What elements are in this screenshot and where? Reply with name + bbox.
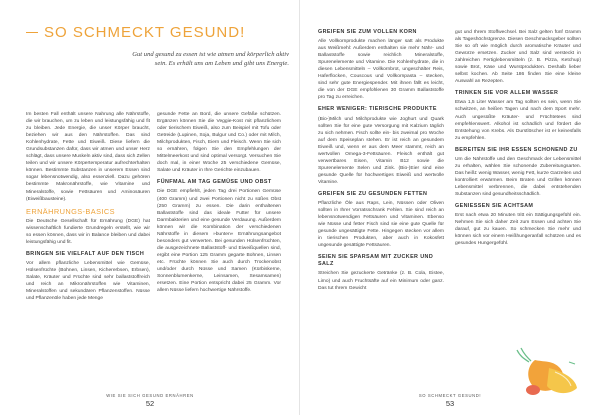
paragraph: (Bio-)Milch und Milchprodukte wie Joghurt und Quark sollten Sie für eine gute Versorgung mit Kalzium täglich zu sich nehmen. Fisch sollte ein- bis zweimal pro Woche auf dem Speiseplan stehen. Er ist reich an gesundem Eiweiß und, wenn er aus dem Meer stammt, reich an wertvollen Omega-3-Fettsäuren. Fleisch enthält gut verwertbares Eisen, Vitamin B12 sowie die Spurenelemente Selen und Zink. (Bio-)Eier sind eine gesunde Quelle für hochwertiges Eiweiß und wertvolle Vitamine. [318, 116, 444, 185]
paragraph: Erst nach etwa 20 Minuten tritt ein Sättigungsgefühl ein. Nehmen Sie sich daher Zeit zum Essen und achten Sie darauf, gut zu kauen. So schmecken Sie mehr und können sich vor einem Heißhungeranfall schützen und es gesundes Hungergefühl. [455, 213, 581, 247]
column-1 [26, 111, 150, 401]
column-3 [318, 29, 444, 401]
paragraph: Alle Vollkornprodukte machen länger satt als Produkte aus Weißmehl: Außerdem enthalten sie mehr Nähr- und Ballaststoffe sowie reichlich Mineralstoffe, Spurenelemente und Vitamine. Die Kohlenhydrate, die in diesen Lebensmitteln – Vollkornbrot, ungeschälter Reis, Haferflocken, Couscous und Vollkornpasta – stecken, sind sehr gute Energiespender. Mit ihnen fällt es leicht, die von der DGE empfohlenen 30 Gramm Ballaststoffe pro Tag zu erreichen. [318, 39, 444, 101]
vegetables-illustration-icon [505, 342, 585, 402]
paragraph: Pflanzliche Öle aus Raps, Lein, Nüssen oder Oliven sollten in Ihrer Vorratsschrank Fehlen. Sie sind reich an lebensnotwendigen Fettsäuren und Vitaminen. Ebenso wie Nüsse und fetter Fisch sind sie eine gute Quelle für gesunde ungesättigte Fette. Hingegen stecken vor allem in tierischen Produkten, aber auch in Kokosfett ungesunde gesättigte Fettsäuren. [318, 201, 444, 249]
running-footer-left: WIE SIE SICH GESUND ERNÄHREN [106, 393, 194, 398]
chapter-heading [26, 24, 245, 41]
page-title: SO SCHMECKT GESUND! [44, 24, 246, 41]
subsection-heading: GREIFEN SIE ZUM VOLLEN KORN [318, 29, 417, 35]
intro-quote: Gut und gesund zu essen ist wie atmen und körperlich aktiv sein. Es erhält uns am Leben und gibt uns Energie. [132, 51, 289, 67]
subsection-heading: BRINGEN SIE VIELFALT AUF DEN TISCH [26, 250, 145, 257]
page-number-left: 52 [145, 399, 155, 408]
title-dash-decoration [26, 32, 38, 33]
paragraph: Um die Nährstoffe und den Geschmack der Lebensmittel zu erhalten, wählen Sie schonende Zubereitungsarten. Das heißt: wenig Wasser, wenig Fett, kurze Garzeiten und kontrolliert erwärmen. Beim Braten und Grillen können Lebensmittel verbrennen, die dabei entstehenden Substanzen sind gesundheitsschädlich. [455, 156, 581, 197]
column-4 [455, 29, 581, 359]
paragraph: Im besten Fall enthält unsere Nahrung alle Nährstoffe, die wir brauchen, um zu leben und leistungsfähig und fit zu bleiben. Jede Energie, die unser Körper braucht, beziehen wir aus den Nährstoffen. Das sind Kohlenhydrate, Fette und Eiweiß. Diese liefern die Grundsubstanzen dafür, dass wir atmen und unser Herz schlägt, dass unsere Muskeln aktiv sind, dass sich Zellen teilen und wir unsere Körpertemperatur aufrechterhalten können. Bestimmte Substanzen in unserem Essen sind sogar lebensnotwendig, also essenziell. Dazu gehören bestimmte Makronährstoffe, wie Vitamine und Mineralstoffe, sowie Fettsäuren und Aminosäuren (Eiweißbausteine). [26, 112, 150, 202]
section-heading: ERNÄHRUNGS-BASICS [26, 206, 115, 216]
subsection-heading: BEREITEN SIE IHR ESSEN SCHONEND ZU [455, 146, 578, 153]
paragraph: Etwa 1,5 Liter Wasser am Tag sollten es sein, wenn Sie schwitzen, an heißen Tagen und nach dem Sport mehr. Auch ungesüßte Kräuter- und Früchtetees sind empfehlenswert. Alkohol ist schädlich und fördert die Entstehung von Krebs. Als Durstlöscher ist er keinesfalls zu empfehlen. [455, 100, 581, 141]
paragraph: gut und Ihrem Stoffwechsel. Bei Salz gelten fünf Gramm als Tageshöchstgrenze. Diesen Geschmacksgeber sollten Sie so oft wie möglich durch aromatische Kräuter und Gewürze ersetzen. Zucker und Salz sind versteckt in zahlreichen Fertiglebensmitteln (z. B. Pizza, Ketchup) sowie Brot, Käse und Wurstprodukten. Deshalb lieber selbst kochen. Ab Seite 186 finden Sie eine kleine Auswahl an Rezepten. [455, 30, 581, 85]
paragraph: Vor allem pflanzliche Lebensmittel wie Gemüse, Hülsenfrüchte (Bohnen, Linsen, Kichererbsen, Erbsen), Salate, Kräuter und Früchte sind sehr ballaststoffreich und reich an Mikronährstoffen wie Vitaminen, Mineralstoffen und sekundären Pflanzenstoffen. Nüsse und Pflanzenöle haben jede Menge [26, 260, 150, 302]
paragraph: Streichen Sie gezuckerte Getränke (z. B. Cola, Eistee, Limo) und auch Fruchtsäfte auf ein Minimum oder ganz. Das tut Ihrem Gewicht [318, 271, 444, 291]
subsection-heading: GENIESSEN SIE ACHTSAM [455, 203, 534, 210]
paragraph: Die Deutsche Gesellschaft für Ernährung (DGE) hat wissenschaftlich fundierte Grundregeln erstellt, wie wir so essen können, dass wir in Balance bleiben und dabei leistungsfähig und fit. [26, 218, 150, 245]
footer-right [400, 393, 500, 408]
subsection-heading: TRINKEN SIE VOR ALLEM WASSER [455, 90, 559, 97]
subsection-heading: FÜNFMAL AM TAG GEMÜSE UND OBST [157, 179, 272, 186]
subsection-heading: SEIEN SIE SPARSAM MIT ZUCKER UND SALZ [318, 254, 434, 268]
footer-left [100, 393, 200, 408]
page-number-right: 53 [445, 399, 455, 408]
running-footer-right: SO SCHMECKT GESUND! [418, 393, 482, 398]
page-fold-divider [299, 0, 300, 415]
paragraph: Die DGE empfiehlt, jeden Tag drei Portionen Gemüse (400 Gramm) und zwei Portionen nicht zu süßes Obst (250 Gramm) zu essen. Die darin enthaltenen Ballaststoffe sind das ideale Futter für unsere Darmbakterien und eine gesunde Verdauung. Außerdem können wir die Kombination der verschiedenen Nährstoffe in diesem »bunten« Ernährungsangebot besonders gut verwerten. Bei gesunden Hülsenfrüchten, die ausgezeichnete Ballaststoff- und Eiweißquellen sind, ergibt eine Portion 125 Gramm gegarte Bohnen, Linsen etc. Früchte können Sie auch durch Trockenobst und/oder durch Nüsse und Samen (Kürbiskerne, Sonnenblumenkerne, Leinsamen, Sesamsamen) ersetzen. Eine Portion entspricht dabei 25 Gramm. Vor allem Nüsse liefern hochwertige Nährstoffe. [157, 189, 281, 294]
paragraph: gesunde Fette an Bord, die unsere Gefäße schützen. Ergänzen können Sie die Veggie-Kost mit pflanzlichem oder tierischem Eiweiß, also zum Beispiel mit Tofu oder Getreide (Lupinen, Soja, Bulgur und Co.) oder mit Milch, Milchprodukten, Fisch, Eiern und Fleisch. Wenn Sie sich so ernähren, folgen Sie den Empfehlungen der Mittelmeerkost und sind optimal versorgt. Versuchen Sie doch mal, in einer Woche 25 verschiedene Gemüse, Salate und Kräuter in Ihre Gerichte einzubauen. [157, 112, 281, 174]
column-2 [157, 111, 281, 401]
subsection-heading: EHER WENIGER: TIERISCHE PRODUKTE [318, 106, 437, 113]
subsection-heading: GREIFEN SIE ZU GESUNDEN FETTEN [318, 190, 428, 197]
